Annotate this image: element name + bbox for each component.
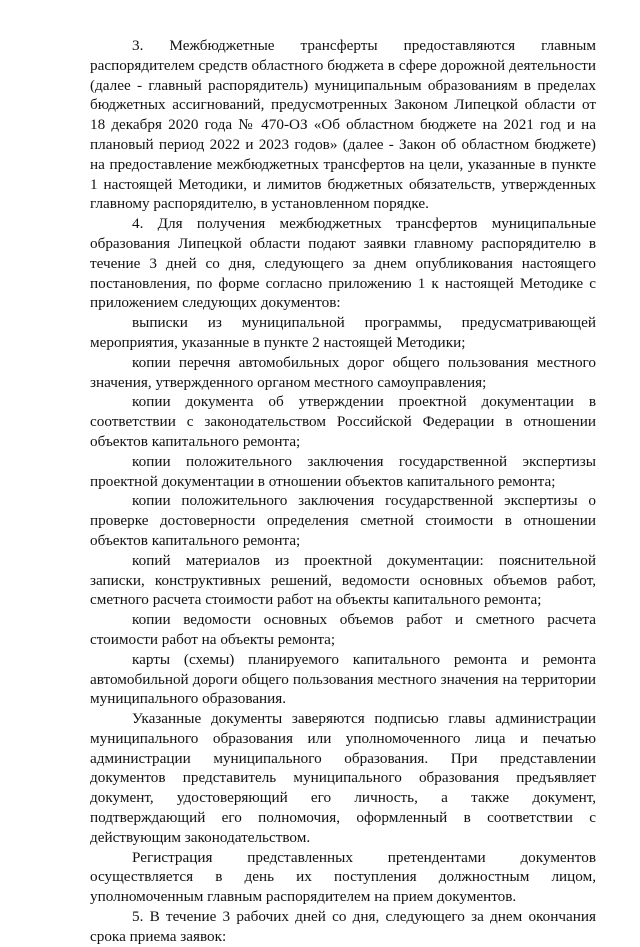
- paragraph-item-4: 4. Для получения межбюджетных трансфертов муниципальные образования Липецкой области подают заявки главному распорядителю в течение 3 дней со дня, следующего за днем опубликования настоящего постановления, по форме согласно приложению 1 к настоящей Методике с приложением следующих документов:: [90, 215, 596, 312]
- paragraph-item-3: 3. Межбюджетные трансферты предоставляются главным распорядителем средств областного бюджета в сфере дорожной деятельности (далее - главный распорядитель) муниципальным образованиям в пределах бюджетных ассигнований, предусмотренных Законом Липецкой области от 18 декабря 2020 года № 470-ОЗ «Об областном бюджете на 2021 год и на плановый период 2022 и 2023 годов» (далее - Закон об областном бюджете) на предоставление межбюджетных трансфертов на цели, указанные в пункте 1 настоящей Методики, и лимитов бюджетных обязательств, утвержденных главному распорядителю, в установленном порядке.: [90, 37, 596, 213]
- document-page: [90, 36, 596, 947]
- paragraph-registration: Регистрация представленных претендентами документов осуществляется в день их поступления должностным лицом, уполномоченным главным распорядителем на прием документов.: [90, 848, 596, 906]
- list-item-design-materials-copy: копий материалов из проектной документации: пояснительной записки, конструктивных решений, ведомости основных объемов работ, сметного расчета стоимости работ на объекты капитального ремонта;: [90, 551, 596, 609]
- paragraph-item-5: 5. В течение 3 рабочих дней со дня, следующего за днем окончания срока приема заявок:: [90, 908, 596, 945]
- list-item-expertise-conclusion-copy: копии положительного заключения государственной экспертизы проектной документации в отношении объектов капитального ремонта;: [90, 452, 596, 490]
- list-item-road-maps: карты (схемы) планируемого капитального ремонта и ремонта автомобильной дороги общего пользования местного значения на территории муниципального образования.: [90, 650, 596, 708]
- list-item-cost-expertise-copy: копии положительного заключения государственной экспертизы о проверке достоверности определения сметной стоимости в отношении объектов капитального ремонта;: [90, 492, 596, 549]
- list-item-road-list-copy: копии перечня автомобильных дорог общего пользования местного значения, утвержденного органом местного самоуправления;: [90, 353, 596, 391]
- paragraph-certification: Указанные документы заверяются подписью главы администрации муниципального образования или уполномоченного лица и печатью администрации муниципального образования. При представлении документов представитель муниципального образования предъявляет документ, удостоверяющий его личность, а также документ, подтверждающий его полномочия, оформленный в соответствии с действующим законодательством.: [90, 710, 596, 846]
- list-item-work-volume-copy: копии ведомости основных объемов работ и сметного расчета стоимости работ на объекты ремонта;: [90, 611, 596, 648]
- list-item-program-extract: выписки из муниципальной программы, предусматривающей мероприятия, указанные в пункте 2 настоящей Методики;: [90, 314, 596, 351]
- list-item-design-approval-copy: копии документа об утверждении проектной документации в соответствии с законодательством Российской Федерации в отношении объектов капитального ремонта;: [90, 393, 596, 450]
